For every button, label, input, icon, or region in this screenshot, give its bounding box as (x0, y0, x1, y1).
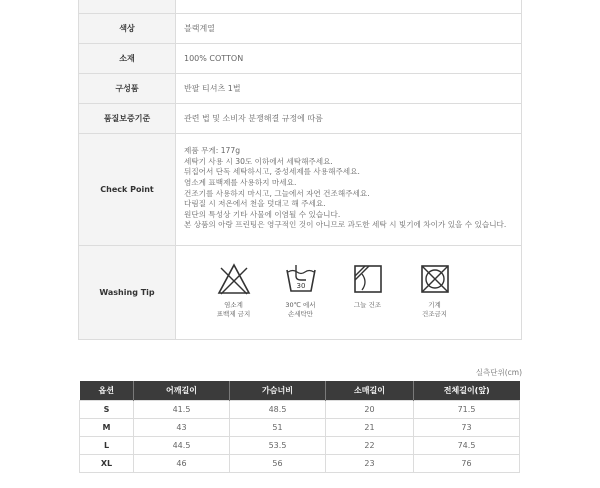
partial-row-label (79, 0, 176, 14)
header-length: 전체길이(앞) (414, 381, 520, 400)
table-row (80, 454, 520, 472)
size-option: XL (80, 454, 134, 472)
size-cell: 71.5 (414, 400, 520, 418)
size-cell: 20 (326, 400, 414, 418)
checkpoint-line: 제품 무게: 177g (184, 146, 241, 156)
size-table (79, 381, 520, 473)
shade-dry-icon (351, 262, 385, 296)
size-option: S (80, 400, 134, 418)
size-cell: 23 (326, 454, 414, 472)
size-cell: 41.5 (134, 400, 230, 418)
size-table-header (80, 381, 520, 400)
checkpoint-line: 본 상품의 아랑 프린팅은 영구적인 것이 아니므로 과도한 세탁 시 빛기에 차이가 있을 수 있습니다. (184, 220, 507, 230)
quality-label: 품질보증기준 (79, 104, 176, 134)
composition-label: 구성품 (79, 74, 176, 104)
header-chest: 가슴너비 (230, 381, 326, 400)
washing-label-line2: 건조금지 (421, 309, 448, 318)
size-cell: 53.5 (230, 436, 326, 454)
size-option: L (80, 436, 134, 454)
header-option: 옵션 (80, 381, 134, 400)
washing-label-line2: 손세탁만 (287, 309, 314, 318)
size-cell: 44.5 (134, 436, 230, 454)
washing-item (200, 262, 267, 338)
table-row (80, 400, 520, 418)
no-bleach-icon (217, 262, 251, 296)
quality-value: 관련 법 및 소비자 분쟁해결 규정에 따름 (176, 104, 522, 134)
washing-label: Washing Tip (79, 246, 176, 340)
washing-item (401, 262, 468, 338)
checkpoint-content (176, 134, 522, 246)
checkpoint-line: 세탁기 사용 시 30도 이하에서 세탁해주세요. (184, 156, 333, 166)
material-label: 소재 (79, 44, 176, 74)
size-cell: 73 (414, 418, 520, 436)
washing-label-line1: 기계 (428, 300, 441, 309)
size-option: M (80, 418, 134, 436)
partial-row-value (176, 0, 522, 14)
color-label: 색상 (79, 14, 176, 44)
header-shoulder: 어깨길이 (134, 381, 230, 400)
washing-label-line1: 30℃ 에서 (285, 300, 316, 309)
checkpoint-line: 다림질 시 저온에서 천을 덧대고 해 주세요. (184, 199, 326, 209)
hand-wash-30-icon (284, 262, 318, 296)
washing-item (267, 262, 334, 338)
size-cell: 46 (134, 454, 230, 472)
size-cell: 43 (134, 418, 230, 436)
size-cell: 51 (230, 418, 326, 436)
size-unit-label: 실측단위(cm) (475, 368, 522, 377)
product-info-table (78, 0, 522, 340)
washing-label-line1: 그늘 건조 (353, 300, 382, 309)
no-tumble-dry-icon (418, 262, 452, 296)
size-cell: 56 (230, 454, 326, 472)
washing-label-line1: 염소계 (224, 300, 243, 309)
table-row (80, 418, 520, 436)
washing-label-line2: 표백제 금지 (216, 309, 251, 318)
checkpoint-label: Check Point (79, 134, 176, 246)
header-sleeve: 소매길이 (326, 381, 414, 400)
washing-item (334, 262, 401, 338)
checkpoint-line: 뒤집어서 단독 세탁하시고, 중성세제를 사용해주세요. (184, 167, 360, 177)
svg-text:30: 30 (296, 281, 305, 290)
table-row (80, 436, 520, 454)
composition-value: 반팔 티셔츠 1벌 (176, 74, 522, 104)
checkpoint-line: 원단의 특성상 기타 사물에 이염될 수 있습니다. (184, 209, 341, 219)
color-value: 블랙계열 (176, 14, 522, 44)
checkpoint-line: 염소계 표백제를 사용하지 마세요. (184, 177, 297, 187)
size-cell: 76 (414, 454, 520, 472)
size-cell: 21 (326, 418, 414, 436)
size-cell: 74.5 (414, 436, 520, 454)
size-cell: 48.5 (230, 400, 326, 418)
size-cell: 22 (326, 436, 414, 454)
washing-content (176, 246, 522, 340)
checkpoint-line: 건조기를 사용하지 마시고, 그늘에서 자연 건조해주세요. (184, 188, 370, 198)
material-value: 100% COTTON (176, 44, 522, 74)
